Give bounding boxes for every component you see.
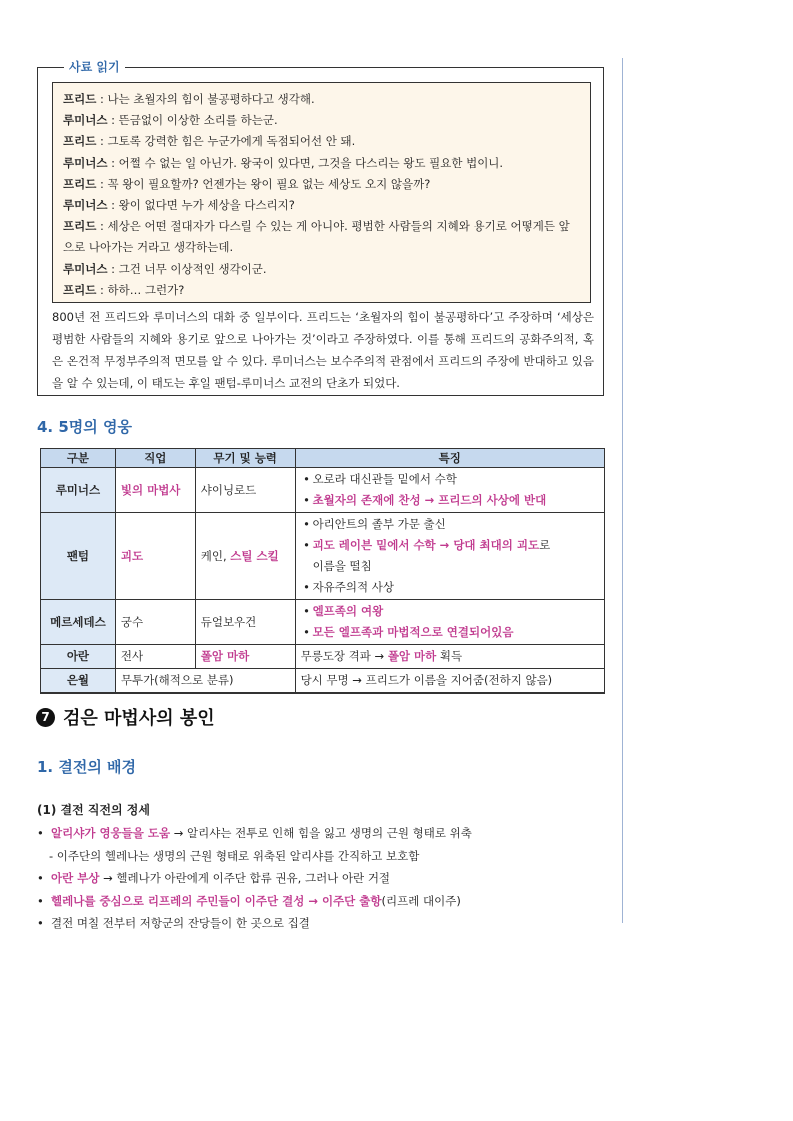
hero-features: 무릉도장 격파 → 폴암 마하 획득 [295, 645, 604, 669]
dialogue-line: 프리드 : 세상은 어떤 절대자가 다스릴 수 있는 게 아니야. 평범한 사람들의 지혜와 용기로 어떻게든 앞으로 나아가는 거라고 생각하는데. [63, 219, 570, 255]
dialogue-line: 루미너스 : 그건 너무 이상적인 생각이군. [63, 261, 267, 276]
source-reading-label: 사료 읽기 [64, 59, 125, 75]
table-row [41, 513, 605, 600]
hero-features: • 엘프족의 여왕 • 모든 엘프족과 마법적으로 연결되어있음 [295, 600, 604, 645]
dialogue-line: 프리드 : 꼭 왕이 필요할까? 언젠가는 왕이 필요 없는 세상도 오지 않을까? [63, 176, 431, 191]
table-header-row [41, 449, 605, 468]
speaker: 프리드 [63, 92, 97, 106]
dialogue-text: 하하… 그런가? [107, 282, 185, 297]
speaker: 프리드 [63, 282, 97, 297]
dialogue-text: 나는 초월자의 힘이 불공평하다고 생각해. [107, 92, 315, 106]
dialogue-line: 루미너스 : 왕이 없다면 누가 세상을 다스리지? [63, 198, 295, 213]
hero-job: 무투가(해적으로 분류) [115, 669, 295, 694]
situation-list [37, 822, 472, 935]
dialogue-text: 왕이 없다면 누가 세상을 다스리지? [118, 198, 295, 213]
dialogue-text: 꼭 왕이 필요할까? 언젠가는 왕이 필요 없는 세상도 오지 않을까? [107, 176, 431, 191]
hero-name: 은월 [41, 669, 116, 694]
table-row [41, 669, 605, 694]
chapter-title-text: 검은 마법사의 봉인 [63, 708, 215, 729]
hero-features: • 오로라 대신관들 밑에서 수학 • 초월자의 존재에 찬성 → 프리드의 사상에 반대 [295, 468, 604, 513]
subsection-title: (1) 결전 직전의 정세 [37, 803, 150, 817]
hero-name: 아란 [41, 645, 116, 669]
list-item: • 아란 부상 → 헬레나가 아란에게 이주단 합류 권유, 그러나 아란 거절 [37, 871, 391, 886]
column-header: 직업 [115, 449, 195, 468]
dialogue-text: 어쩔 수 없는 일 아닌가. 왕국이 있다면, 그것을 다스리는 왕도 필요한 법이니. [118, 155, 504, 170]
list-item: • 알리샤가 영웅들을 도움 → 알리샤는 전투로 인해 힘을 잃고 생명의 근원 형태로 위축 [37, 826, 472, 840]
hero-name: 팬텀 [41, 513, 116, 600]
hero-weapon: 듀얼보우건 [195, 600, 295, 645]
dialogue-line: 루미너스 : 어쩔 수 없는 일 아닌가. 왕국이 있다면, 그것을 다스리는 왕도 필요한 법이니. [63, 155, 504, 170]
hero-job: 빛의 마법사 [115, 468, 195, 513]
hero-features: • 아리안트의 졸부 가문 출신 • 괴도 레이븐 밑에서 수학 → 당대 최대의 괴도로 이름을 떨침 • 자유주의적 사상 [295, 513, 604, 600]
hero-weapon: 케인, 스틸 스킬 [195, 513, 295, 600]
source-explanation: 800년 전 프리드와 루미너스의 대화 중 일부이다. 프리드는 ‘초월자의 힘이 불공평하다’고 주장하며 ‘세상은 평범한 사람들의 지혜와 용기로 앞으로 나아가는 것’이라고 주장하였다. 이를 통해 프리드의 공화주의적, 혹은 온건적 무정부주의적 면모를 알 수 있다. 루미너스는 보수주의적 관점에서 프리드의 주장에 반대하고 있음을 알 수 있는데, 이 태도는 후일 팬텀-루미너스 교전의 단초가 되었다. [52, 310, 594, 390]
table-row [41, 600, 605, 645]
dialogue-line: 루미너스 : 뜬금없이 이상한 소리를 하는군. [63, 113, 278, 128]
dialogue-text: 세상은 어떤 절대자가 다스릴 수 있는 게 아니야. 평범한 사람들의 지혜와 용기로 어떻게든 앞으로 나아가는 거라고 생각하는데. [63, 219, 570, 255]
chapter-number-badge: 7 [36, 708, 55, 727]
dialogue-line: 프리드 : 나는 초월자의 힘이 불공평하다고 생각해. [63, 92, 315, 106]
column-header: 구분 [41, 449, 116, 468]
hero-name: 메르세데스 [41, 600, 116, 645]
hero-features: 당시 무명 → 프리드가 이름을 지어줌(전하지 않음) [295, 669, 604, 694]
speaker: 루미너스 [63, 261, 108, 276]
speaker: 프리드 [63, 219, 97, 234]
section-title-heroes: 4. 5명의 영웅 [37, 418, 132, 436]
table-row [41, 468, 605, 513]
dialogue-text: 그토록 강력한 힘은 누군가에게 독점되어선 안 돼. [107, 134, 356, 149]
list-item: - 이주단의 헬레나는 생명의 근원 형태로 위축된 알리샤를 간직하고 보호함 [49, 848, 420, 863]
list-item: • 결전 며칠 전부터 저항군의 잔당들이 한 곳으로 집결 [37, 916, 310, 931]
hero-job: 전사 [115, 645, 195, 669]
dialogue-line: 프리드 : 하하… 그런가? [63, 282, 185, 297]
dialogue-text: 그건 너무 이상적인 생각이군. [118, 261, 267, 276]
column-header: 특징 [295, 449, 604, 468]
dialogue-box [52, 82, 591, 303]
speaker: 루미너스 [63, 155, 108, 170]
hero-job: 괴도 [115, 513, 195, 600]
hero-weapon: 샤이닝로드 [195, 468, 295, 513]
heroes-table [40, 448, 605, 694]
table-row [41, 645, 605, 669]
hero-weapon: 폴암 마하 [195, 645, 295, 669]
dialogue-line: 프리드 : 그토록 강력한 힘은 누군가에게 독점되어선 안 돼. [63, 134, 356, 149]
chapter-title [36, 704, 215, 730]
speaker: 프리드 [63, 134, 97, 149]
speaker: 루미너스 [63, 113, 108, 128]
column-divider [622, 58, 623, 923]
hero-job: 궁수 [115, 600, 195, 645]
dialogue-text: 뜬금없이 이상한 소리를 하는군. [118, 113, 278, 128]
list-item: • 헬레나를 중심으로 리프레의 주민들이 이주단 결성 → 이주단 출항(리프레 대이주) [37, 893, 461, 908]
speaker: 루미너스 [63, 198, 108, 213]
hero-name: 루미너스 [41, 468, 116, 513]
speaker: 프리드 [63, 176, 97, 191]
column-header: 무기 및 능력 [195, 449, 295, 468]
section-title-background: 1. 결전의 배경 [37, 758, 137, 776]
